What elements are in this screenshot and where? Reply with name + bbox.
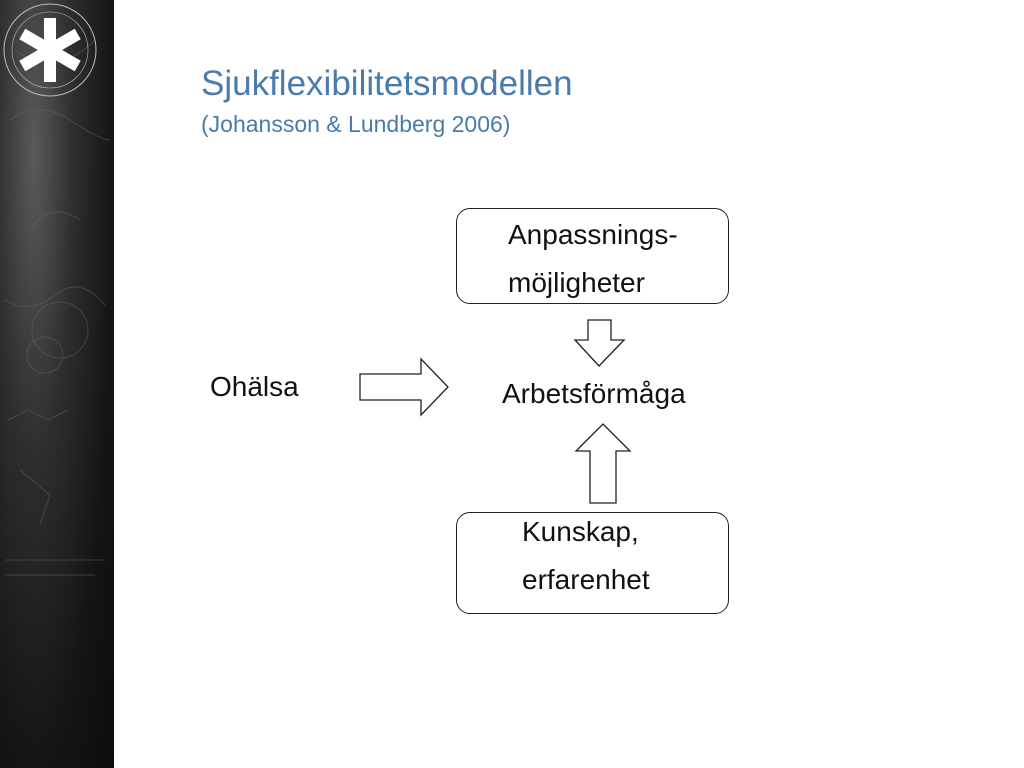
up-arrow <box>576 424 630 503</box>
ill-health-label: Ohälsa <box>210 371 299 402</box>
knowledge-box-line1: Kunskap, <box>522 516 639 547</box>
knowledge-box-line2: erfarenhet <box>522 564 650 595</box>
right-arrow <box>360 359 448 415</box>
slide-title: Sjukflexibilitetsmodellen <box>201 64 573 103</box>
slide-subtitle: (Johansson & Lundberg 2006) <box>201 111 511 137</box>
work-ability-label: Arbetsförmåga <box>502 378 686 409</box>
down-arrow <box>575 320 624 366</box>
adaptation-box-line2: möjligheter <box>508 267 645 298</box>
adaptation-box-line1: Anpassnings- <box>508 219 678 250</box>
